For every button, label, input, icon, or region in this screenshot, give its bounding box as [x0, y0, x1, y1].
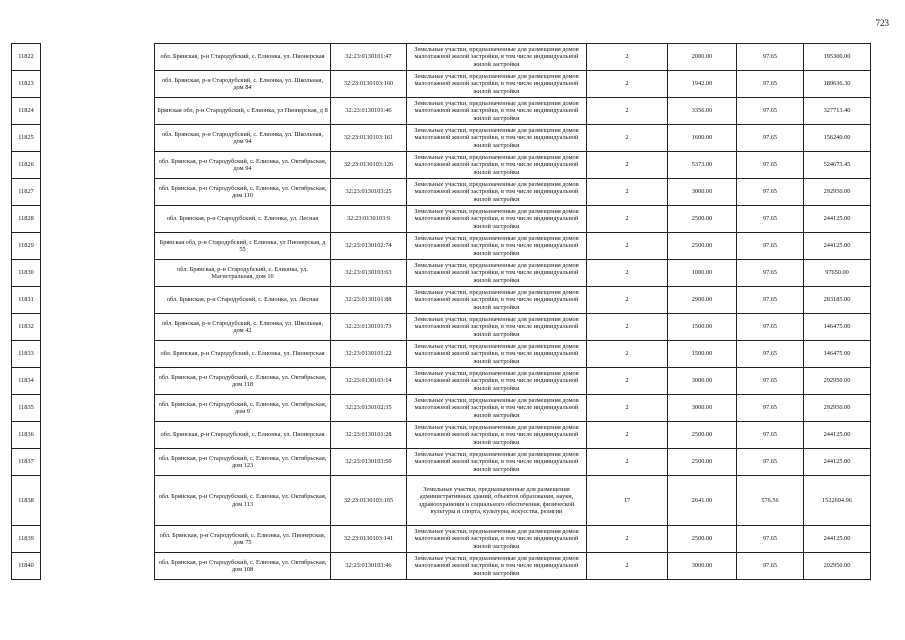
group-cell: 2 — [587, 314, 668, 341]
address-cell: обл. Брянская, р-н Стародубский, с. Елионка, ул. Магистральная, дом 10 — [155, 260, 331, 287]
rate-cell: 97.65 — [737, 287, 804, 314]
row-number-cell: 11827 — [12, 179, 41, 206]
gap-cell — [41, 206, 155, 233]
cadastral-number-cell: 32:23:0130103:160 — [331, 71, 407, 98]
group-cell: 17 — [587, 476, 668, 526]
address-cell: обл. Брянская, р-н Стародубский, с. Елионка, ул. Октябрьская, дом 113 — [155, 476, 331, 526]
rate-cell: 97.65 — [737, 152, 804, 179]
cadastral-value-cell: 156240.00 — [804, 125, 871, 152]
gap-cell — [41, 368, 155, 395]
land-purpose-cell: Земельные участки, предназначенные для размещения домов малоэтажной жилой застройки, в том числе индивидуальной жилой застройки — [407, 179, 587, 206]
cadastral-number-cell: 32:23:0130103:46 — [331, 553, 407, 580]
land-purpose-cell: Земельные участки, предназначенные для размещения домов малоэтажной жилой застройки, в том числе индивидуальной жилой застройки — [407, 206, 587, 233]
address-cell: обл. Брянская, р-н Стародубский, с. Елионка, ул. Октябрьская, дом 94 — [155, 152, 331, 179]
land-registry-table — [11, 43, 871, 580]
cadastral-number-cell: 32:23:0130103:14 — [331, 368, 407, 395]
group-cell: 2 — [587, 368, 668, 395]
rate-cell: 97.65 — [737, 98, 804, 125]
gap-cell — [41, 179, 155, 206]
area-cell: 3356.00 — [668, 98, 737, 125]
cadastral-value-cell: 146475.00 — [804, 341, 871, 368]
rate-cell: 97.65 — [737, 368, 804, 395]
gap-cell — [41, 314, 155, 341]
table-row — [12, 125, 871, 152]
cadastral-number-cell: 32:23:0130103:50 — [331, 449, 407, 476]
land-purpose-cell: Земельные участки, предназначенные для размещения домов малоэтажной жилой застройки, в том числе индивидуальной жилой застройки — [407, 287, 587, 314]
area-cell: 1000.00 — [668, 260, 737, 287]
area-cell: 2500.00 — [668, 449, 737, 476]
table-row — [12, 449, 871, 476]
area-cell: 2500.00 — [668, 233, 737, 260]
gap-cell — [41, 152, 155, 179]
gap-cell — [41, 341, 155, 368]
land-purpose-cell: Земельные участки, предназначенные для размещения домов малоэтажной жилой застройки, в том числе индивидуальной жилой застройки — [407, 395, 587, 422]
cadastral-number-cell: 32:23:0130103:141 — [331, 526, 407, 553]
address-cell: обл. Брянская, р-н Стародубский, с. Елионка, ул. Школьная, дом 84 — [155, 71, 331, 98]
table-row — [12, 341, 871, 368]
cadastral-value-cell: 189636.30 — [804, 71, 871, 98]
table-row — [12, 553, 871, 580]
address-cell: Брянская обл, р-н Стародубский, с Елионка, ул Пионерская, д 8 — [155, 98, 331, 125]
rate-cell: 97.65 — [737, 260, 804, 287]
land-purpose-cell: Земельные участки, предназначенные для размещения домов малоэтажной жилой застройки, в том числе индивидуальной жилой застройки — [407, 125, 587, 152]
cadastral-value-cell: 292950.00 — [804, 553, 871, 580]
cadastral-value-cell: 524673.45 — [804, 152, 871, 179]
gap-cell — [41, 287, 155, 314]
group-cell: 2 — [587, 287, 668, 314]
gap-cell — [41, 553, 155, 580]
cadastral-number-cell: 32:23:0130103:165 — [331, 476, 407, 526]
rate-cell: 97.65 — [737, 553, 804, 580]
table-row — [12, 314, 871, 341]
rate-cell: 97.65 — [737, 449, 804, 476]
table-body — [12, 44, 871, 580]
address-cell: обл. Брянская, р-н Стародубский, с. Елионка, ул. Школьная, дом 94 — [155, 125, 331, 152]
area-cell: 3000.00 — [668, 368, 737, 395]
row-number-cell: 11837 — [12, 449, 41, 476]
address-cell: обл. Брянская, р-н Стародубский, с. Елионка, ул. Лесная — [155, 287, 331, 314]
row-number-cell: 11830 — [12, 260, 41, 287]
area-cell: 2500.00 — [668, 206, 737, 233]
area-cell: 2500.00 — [668, 526, 737, 553]
rate-cell: 97.65 — [737, 422, 804, 449]
address-cell: обл. Брянская, р-н Стародубский, с. Елионка, ул. Пионерская — [155, 341, 331, 368]
row-number-cell: 11823 — [12, 71, 41, 98]
cadastral-value-cell: 327713.40 — [804, 98, 871, 125]
rate-cell: 576.56 — [737, 476, 804, 526]
gap-cell — [41, 449, 155, 476]
gap-cell — [41, 71, 155, 98]
area-cell: 5373.00 — [668, 152, 737, 179]
cadastral-value-cell: 292950.00 — [804, 368, 871, 395]
cadastral-value-cell: 195300.00 — [804, 44, 871, 71]
land-purpose-cell: Земельные участки, предназначенные для размещения домов малоэтажной жилой застройки, в том числе индивидуальной жилой застройки — [407, 233, 587, 260]
land-purpose-cell: Земельные участки, предназначенные для размещения домов малоэтажной жилой застройки, в том числе индивидуальной жилой застройки — [407, 314, 587, 341]
group-cell: 2 — [587, 152, 668, 179]
group-cell: 2 — [587, 233, 668, 260]
area-cell: 2000.00 — [668, 44, 737, 71]
area-cell: 2500.00 — [668, 422, 737, 449]
table-row — [12, 526, 871, 553]
row-number-cell: 11828 — [12, 206, 41, 233]
gap-cell — [41, 260, 155, 287]
gap-cell — [41, 125, 155, 152]
table-row — [12, 152, 871, 179]
rate-cell: 97.65 — [737, 233, 804, 260]
land-purpose-cell: Земельные участки, предназначенные для размещения домов малоэтажной жилой застройки, в том числе индивидуальной жилой застройки — [407, 526, 587, 553]
land-purpose-cell: Земельные участки, предназначенные для размещения домов малоэтажной жилой застройки, в том числе индивидуальной жилой застройки — [407, 553, 587, 580]
land-purpose-cell: Земельные участки, предназначенные для размещения домов малоэтажной жилой застройки, в том числе индивидуальной жилой застройки — [407, 422, 587, 449]
table-row — [12, 98, 871, 125]
row-number-cell: 11834 — [12, 368, 41, 395]
land-purpose-cell: Земельные участки, предназначенные для размещения домов малоэтажной жилой застройки, в том числе индивидуальной жилой застройки — [407, 368, 587, 395]
land-purpose-cell: Земельные участки, предназначенные для размещения домов малоэтажной жилой застройки, в том числе индивидуальной жилой застройки — [407, 44, 587, 71]
cadastral-number-cell: 32:23:0130101:47 — [331, 44, 407, 71]
land-purpose-cell: Земельные участки, предназначенные для размещения домов малоэтажной жилой застройки, в том числе индивидуальной жилой застройки — [407, 98, 587, 125]
address-cell: обл. Брянская, р-н Стародубский, с. Елионка, ул. Октябрьская, дом 110 — [155, 179, 331, 206]
address-cell: обл. Брянская, р-н Стародубский, с. Елионка, ул. Пионерская — [155, 422, 331, 449]
gap-cell — [41, 526, 155, 553]
land-purpose-cell: Земельные участки, предназначенные для размещения административных зданий, объектов образования, науки, здравоохранения и социального обеспечения, физической культуры и спорта, культуры, искусства, религии — [407, 476, 587, 526]
area-cell: 3000.00 — [668, 179, 737, 206]
gap-cell — [41, 233, 155, 260]
table-row — [12, 368, 871, 395]
group-cell: 2 — [587, 44, 668, 71]
rate-cell: 97.65 — [737, 44, 804, 71]
group-cell: 2 — [587, 206, 668, 233]
table-row — [12, 179, 871, 206]
cadastral-number-cell: 32:23:0130102:35 — [331, 395, 407, 422]
address-cell: обл. Брянская, р-н Стародубский, с. Елионка, ул. Октябрьская, дом 9 — [155, 395, 331, 422]
cadastral-value-cell: 283185.00 — [804, 287, 871, 314]
row-number-cell: 11835 — [12, 395, 41, 422]
cadastral-number-cell: 32:23:0130101:46 — [331, 98, 407, 125]
cadastral-number-cell: 32:23:0130103:63 — [331, 260, 407, 287]
rate-cell: 97.65 — [737, 526, 804, 553]
row-number-cell: 11822 — [12, 44, 41, 71]
area-cell: 1500.00 — [668, 314, 737, 341]
land-purpose-cell: Земельные участки, предназначенные для размещения домов малоэтажной жилой застройки, в том числе индивидуальной жилой застройки — [407, 71, 587, 98]
row-number-cell: 11825 — [12, 125, 41, 152]
cadastral-number-cell: 32:23:0130103:126 — [331, 152, 407, 179]
area-cell: 2641.00 — [668, 476, 737, 526]
area-cell: 1600.00 — [668, 125, 737, 152]
cadastral-number-cell: 32:23:0130102:74 — [331, 233, 407, 260]
gap-cell — [41, 98, 155, 125]
address-cell: обл. Брянская, р-н Стародубский, с. Елионка, ул. Пионерская, дом 75 — [155, 526, 331, 553]
gap-cell — [41, 476, 155, 526]
group-cell: 2 — [587, 553, 668, 580]
area-cell: 3000.00 — [668, 553, 737, 580]
land-purpose-cell: Земельные участки, предназначенные для размещения домов малоэтажной жилой застройки, в том числе индивидуальной жилой застройки — [407, 152, 587, 179]
table-row — [12, 44, 871, 71]
address-cell: обл. Брянская, р-н Стародубский, с. Елионка, ул. Лесная — [155, 206, 331, 233]
address-cell: обл. Брянская, р-н Стародубский, с. Елионка, ул. Октябрьская, дом 108 — [155, 553, 331, 580]
row-number-cell: 11829 — [12, 233, 41, 260]
address-cell: обл. Брянская, р-н Стародубский, с. Елионка, ул. Школьная, дом 42 — [155, 314, 331, 341]
group-cell: 2 — [587, 395, 668, 422]
area-cell: 2900.00 — [668, 287, 737, 314]
land-purpose-cell: Земельные участки, предназначенные для размещения домов малоэтажной жилой застройки, в том числе индивидуальной жилой застройки — [407, 260, 587, 287]
cadastral-value-cell: 244125.00 — [804, 206, 871, 233]
cadastral-value-cell: 292950.00 — [804, 395, 871, 422]
group-cell: 2 — [587, 260, 668, 287]
row-number-cell: 11836 — [12, 422, 41, 449]
row-number-cell: 11826 — [12, 152, 41, 179]
address-cell: Брянская обл, р-н Стародубский, с Елионка, ул Пионерская, д 55 — [155, 233, 331, 260]
area-cell: 3000.00 — [668, 395, 737, 422]
land-purpose-cell: Земельные участки, предназначенные для размещения домов малоэтажной жилой застройки, в том числе индивидуальной жилой застройки — [407, 449, 587, 476]
row-number-cell: 11838 — [12, 476, 41, 526]
gap-cell — [41, 422, 155, 449]
rate-cell: 97.65 — [737, 179, 804, 206]
cadastral-value-cell: 97650.00 — [804, 260, 871, 287]
address-cell: обл. Брянская, р-н Стародубский, с. Елионка, ул. Октябрьская, дом 123 — [155, 449, 331, 476]
table-row — [12, 287, 871, 314]
group-cell: 2 — [587, 98, 668, 125]
address-cell: обл. Брянская, р-н Стародубский, с. Елионка, ул. Пионерская — [155, 44, 331, 71]
row-number-cell: 11839 — [12, 526, 41, 553]
row-number-cell: 11824 — [12, 98, 41, 125]
row-number-cell: 11840 — [12, 553, 41, 580]
address-cell: обл. Брянская, р-н Стародубский, с. Елионка, ул. Октябрьская, дом 118 — [155, 368, 331, 395]
area-cell: 1942.00 — [668, 71, 737, 98]
row-number-cell: 11833 — [12, 341, 41, 368]
cadastral-value-cell: 244125.00 — [804, 526, 871, 553]
cadastral-number-cell: 32:23:0130101:73 — [331, 314, 407, 341]
group-cell: 2 — [587, 179, 668, 206]
gap-cell — [41, 395, 155, 422]
rate-cell: 97.65 — [737, 395, 804, 422]
row-number-cell: 11832 — [12, 314, 41, 341]
cadastral-number-cell: 32:23:0130103:25 — [331, 179, 407, 206]
cadastral-value-cell: 244125.00 — [804, 233, 871, 260]
group-cell: 2 — [587, 125, 668, 152]
group-cell: 2 — [587, 71, 668, 98]
table-row — [12, 260, 871, 287]
cadastral-value-cell: 244125.00 — [804, 422, 871, 449]
cadastral-value-cell: 1522694.96 — [804, 476, 871, 526]
land-purpose-cell: Земельные участки, предназначенные для размещения домов малоэтажной жилой застройки, в том числе индивидуальной жилой застройки — [407, 341, 587, 368]
cadastral-value-cell: 292950.00 — [804, 179, 871, 206]
rate-cell: 97.65 — [737, 206, 804, 233]
table-row — [12, 395, 871, 422]
rate-cell: 97.65 — [737, 71, 804, 98]
table-row — [12, 206, 871, 233]
table-row — [12, 422, 871, 449]
group-cell: 2 — [587, 526, 668, 553]
group-cell: 2 — [587, 449, 668, 476]
cadastral-number-cell: 32:23:0130103:161 — [331, 125, 407, 152]
gap-cell — [41, 44, 155, 71]
page-number: 723 — [875, 18, 889, 28]
cadastral-value-cell: 146475.00 — [804, 314, 871, 341]
table-row — [12, 476, 871, 526]
rate-cell: 97.65 — [737, 125, 804, 152]
rate-cell: 97.65 — [737, 341, 804, 368]
group-cell: 2 — [587, 341, 668, 368]
rate-cell: 97.65 — [737, 314, 804, 341]
table-row — [12, 233, 871, 260]
cadastral-number-cell: 32:23:0130101:28 — [331, 422, 407, 449]
group-cell: 2 — [587, 422, 668, 449]
cadastral-value-cell: 244125.00 — [804, 449, 871, 476]
table-row — [12, 71, 871, 98]
row-number-cell: 11831 — [12, 287, 41, 314]
cadastral-number-cell: 32:23:0130101:22 — [331, 341, 407, 368]
cadastral-number-cell: 32:23:0130101:88 — [331, 287, 407, 314]
cadastral-number-cell: 32:23:0130103:9 — [331, 206, 407, 233]
area-cell: 1500.00 — [668, 341, 737, 368]
